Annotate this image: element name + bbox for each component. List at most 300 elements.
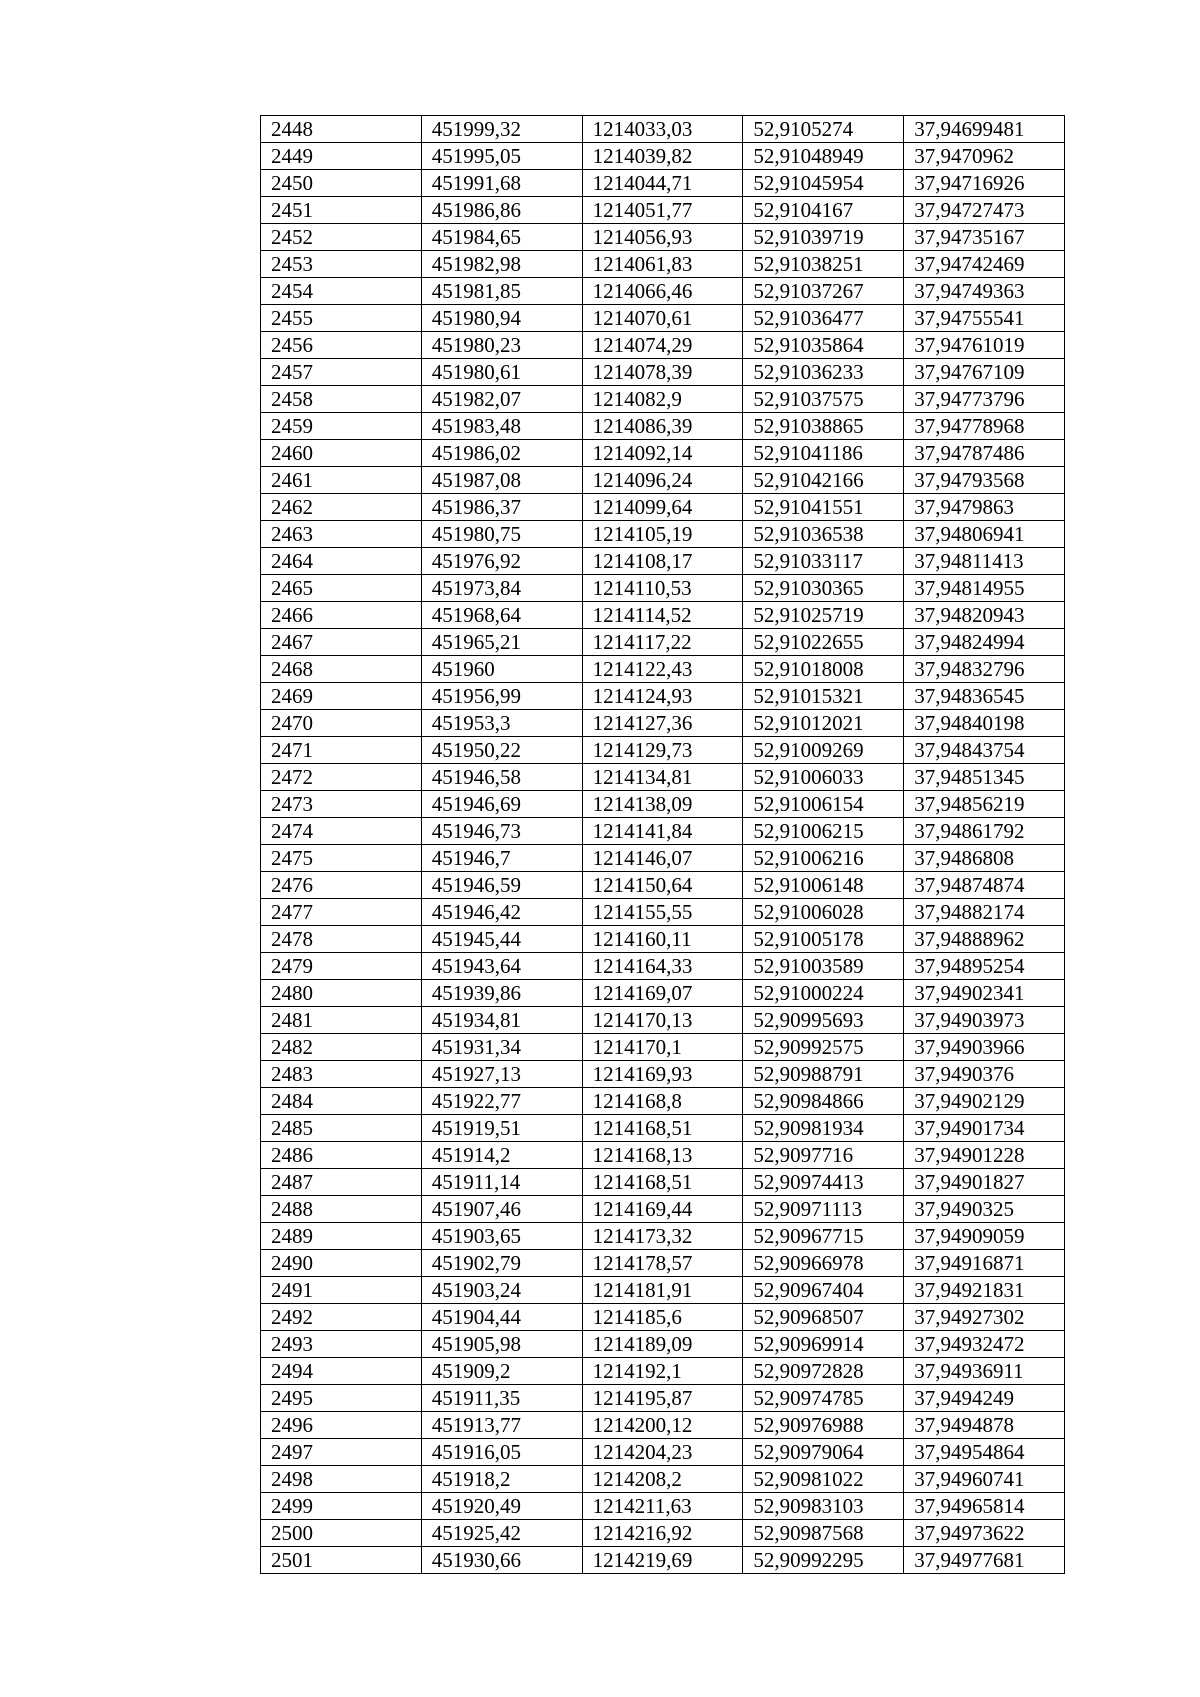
x-coordinate-cell: 451981,85	[421, 278, 582, 305]
x-coordinate-cell: 451903,24	[421, 1277, 582, 1304]
y-coordinate-cell: 1214127,36	[582, 710, 743, 737]
latitude-cell: 52,91037267	[743, 278, 904, 305]
table-row	[261, 764, 1065, 791]
table-row	[261, 737, 1065, 764]
point-number-cell: 2498	[261, 1466, 422, 1493]
point-number-cell: 2497	[261, 1439, 422, 1466]
y-coordinate-cell: 1214204,23	[582, 1439, 743, 1466]
x-coordinate-cell: 451911,35	[421, 1385, 582, 1412]
longitude-cell: 37,94836545	[904, 683, 1065, 710]
longitude-cell: 37,94851345	[904, 764, 1065, 791]
latitude-cell: 52,90969914	[743, 1331, 904, 1358]
longitude-cell: 37,94874874	[904, 872, 1065, 899]
y-coordinate-cell: 1214173,32	[582, 1223, 743, 1250]
longitude-cell: 37,9470962	[904, 143, 1065, 170]
latitude-cell: 52,90966978	[743, 1250, 904, 1277]
longitude-cell: 37,94927302	[904, 1304, 1065, 1331]
coordinates-table	[260, 115, 1065, 1574]
longitude-cell: 37,94921831	[904, 1277, 1065, 1304]
latitude-cell: 52,90987568	[743, 1520, 904, 1547]
x-coordinate-cell: 451950,22	[421, 737, 582, 764]
longitude-cell: 37,94888962	[904, 926, 1065, 953]
y-coordinate-cell: 1214061,83	[582, 251, 743, 278]
table-row	[261, 521, 1065, 548]
x-coordinate-cell: 451986,02	[421, 440, 582, 467]
point-number-cell: 2481	[261, 1007, 422, 1034]
x-coordinate-cell: 451922,77	[421, 1088, 582, 1115]
latitude-cell: 52,91036233	[743, 359, 904, 386]
table-row	[261, 278, 1065, 305]
point-number-cell: 2463	[261, 521, 422, 548]
longitude-cell: 37,94811413	[904, 548, 1065, 575]
x-coordinate-cell: 451999,32	[421, 116, 582, 143]
longitude-cell: 37,94973622	[904, 1520, 1065, 1547]
longitude-cell: 37,94977681	[904, 1547, 1065, 1574]
y-coordinate-cell: 1214138,09	[582, 791, 743, 818]
longitude-cell: 37,94861792	[904, 818, 1065, 845]
table-row	[261, 629, 1065, 656]
longitude-cell: 37,94903966	[904, 1034, 1065, 1061]
x-coordinate-cell: 451980,23	[421, 332, 582, 359]
point-number-cell: 2449	[261, 143, 422, 170]
x-coordinate-cell: 451986,86	[421, 197, 582, 224]
latitude-cell: 52,9105274	[743, 116, 904, 143]
table-row	[261, 926, 1065, 953]
latitude-cell: 52,90967715	[743, 1223, 904, 1250]
latitude-cell: 52,91018008	[743, 656, 904, 683]
latitude-cell: 52,90988791	[743, 1061, 904, 1088]
table-row	[261, 467, 1065, 494]
y-coordinate-cell: 1214168,51	[582, 1115, 743, 1142]
point-number-cell: 2499	[261, 1493, 422, 1520]
latitude-cell: 52,90981934	[743, 1115, 904, 1142]
table-row	[261, 845, 1065, 872]
latitude-cell: 52,91006215	[743, 818, 904, 845]
x-coordinate-cell: 451934,81	[421, 1007, 582, 1034]
point-number-cell: 2492	[261, 1304, 422, 1331]
latitude-cell: 52,91012021	[743, 710, 904, 737]
table-row	[261, 791, 1065, 818]
longitude-cell: 37,94936911	[904, 1358, 1065, 1385]
point-number-cell: 2484	[261, 1088, 422, 1115]
latitude-cell: 52,91006154	[743, 791, 904, 818]
y-coordinate-cell: 1214170,13	[582, 1007, 743, 1034]
longitude-cell: 37,94806941	[904, 521, 1065, 548]
x-coordinate-cell: 451903,65	[421, 1223, 582, 1250]
table-row	[261, 1034, 1065, 1061]
y-coordinate-cell: 1214211,63	[582, 1493, 743, 1520]
y-coordinate-cell: 1214146,07	[582, 845, 743, 872]
y-coordinate-cell: 1214070,61	[582, 305, 743, 332]
x-coordinate-cell: 451986,37	[421, 494, 582, 521]
longitude-cell: 37,94727473	[904, 197, 1065, 224]
latitude-cell: 52,91015321	[743, 683, 904, 710]
point-number-cell: 2456	[261, 332, 422, 359]
x-coordinate-cell: 451987,08	[421, 467, 582, 494]
y-coordinate-cell: 1214200,12	[582, 1412, 743, 1439]
table-row	[261, 494, 1065, 521]
y-coordinate-cell: 1214195,87	[582, 1385, 743, 1412]
table-row	[261, 980, 1065, 1007]
point-number-cell: 2464	[261, 548, 422, 575]
longitude-cell: 37,94960741	[904, 1466, 1065, 1493]
longitude-cell: 37,94856219	[904, 791, 1065, 818]
y-coordinate-cell: 1214155,55	[582, 899, 743, 926]
longitude-cell: 37,94755541	[904, 305, 1065, 332]
y-coordinate-cell: 1214192,1	[582, 1358, 743, 1385]
point-number-cell: 2459	[261, 413, 422, 440]
point-number-cell: 2462	[261, 494, 422, 521]
table-row	[261, 575, 1065, 602]
point-number-cell: 2473	[261, 791, 422, 818]
point-number-cell: 2455	[261, 305, 422, 332]
y-coordinate-cell: 1214134,81	[582, 764, 743, 791]
x-coordinate-cell: 451983,48	[421, 413, 582, 440]
table-row	[261, 143, 1065, 170]
x-coordinate-cell: 451930,66	[421, 1547, 582, 1574]
longitude-cell: 37,94735167	[904, 224, 1065, 251]
point-number-cell: 2500	[261, 1520, 422, 1547]
table-row	[261, 224, 1065, 251]
point-number-cell: 2461	[261, 467, 422, 494]
table-row	[261, 1547, 1065, 1574]
latitude-cell: 52,91033117	[743, 548, 904, 575]
y-coordinate-cell: 1214219,69	[582, 1547, 743, 1574]
table-row	[261, 1520, 1065, 1547]
latitude-cell: 52,91005178	[743, 926, 904, 953]
y-coordinate-cell: 1214164,33	[582, 953, 743, 980]
x-coordinate-cell: 451904,44	[421, 1304, 582, 1331]
coordinates-table-body	[261, 116, 1065, 1574]
latitude-cell: 52,91036477	[743, 305, 904, 332]
longitude-cell: 37,94932472	[904, 1331, 1065, 1358]
longitude-cell: 37,94749363	[904, 278, 1065, 305]
latitude-cell: 52,91025719	[743, 602, 904, 629]
longitude-cell: 37,9494878	[904, 1412, 1065, 1439]
x-coordinate-cell: 451980,94	[421, 305, 582, 332]
y-coordinate-cell: 1214169,07	[582, 980, 743, 1007]
longitude-cell: 37,94901827	[904, 1169, 1065, 1196]
table-row	[261, 1196, 1065, 1223]
y-coordinate-cell: 1214082,9	[582, 386, 743, 413]
table-row	[261, 440, 1065, 467]
y-coordinate-cell: 1214185,6	[582, 1304, 743, 1331]
y-coordinate-cell: 1214056,93	[582, 224, 743, 251]
y-coordinate-cell: 1214117,22	[582, 629, 743, 656]
table-row	[261, 305, 1065, 332]
longitude-cell: 37,94916871	[904, 1250, 1065, 1277]
y-coordinate-cell: 1214108,17	[582, 548, 743, 575]
y-coordinate-cell: 1214168,8	[582, 1088, 743, 1115]
longitude-cell: 37,94742469	[904, 251, 1065, 278]
y-coordinate-cell: 1214114,52	[582, 602, 743, 629]
x-coordinate-cell: 451976,92	[421, 548, 582, 575]
table-row	[261, 1142, 1065, 1169]
x-coordinate-cell: 451946,58	[421, 764, 582, 791]
latitude-cell: 52,90995693	[743, 1007, 904, 1034]
y-coordinate-cell: 1214066,46	[582, 278, 743, 305]
latitude-cell: 52,90981022	[743, 1466, 904, 1493]
longitude-cell: 37,94814955	[904, 575, 1065, 602]
point-number-cell: 2468	[261, 656, 422, 683]
table-row	[261, 1466, 1065, 1493]
table-row	[261, 1223, 1065, 1250]
x-coordinate-cell: 451980,61	[421, 359, 582, 386]
point-number-cell: 2457	[261, 359, 422, 386]
latitude-cell: 52,91009269	[743, 737, 904, 764]
latitude-cell: 52,90984866	[743, 1088, 904, 1115]
table-row	[261, 710, 1065, 737]
longitude-cell: 37,94824994	[904, 629, 1065, 656]
y-coordinate-cell: 1214074,29	[582, 332, 743, 359]
y-coordinate-cell: 1214208,2	[582, 1466, 743, 1493]
x-coordinate-cell: 451960	[421, 656, 582, 683]
x-coordinate-cell: 451911,14	[421, 1169, 582, 1196]
point-number-cell: 2501	[261, 1547, 422, 1574]
point-number-cell: 2482	[261, 1034, 422, 1061]
x-coordinate-cell: 451946,7	[421, 845, 582, 872]
table-row	[261, 1007, 1065, 1034]
y-coordinate-cell: 1214189,09	[582, 1331, 743, 1358]
table-row	[261, 332, 1065, 359]
x-coordinate-cell: 451931,34	[421, 1034, 582, 1061]
x-coordinate-cell: 451980,75	[421, 521, 582, 548]
x-coordinate-cell: 451984,65	[421, 224, 582, 251]
longitude-cell: 37,94902341	[904, 980, 1065, 1007]
latitude-cell: 52,91000224	[743, 980, 904, 1007]
table-row	[261, 602, 1065, 629]
longitude-cell: 37,9479863	[904, 494, 1065, 521]
point-number-cell: 2490	[261, 1250, 422, 1277]
y-coordinate-cell: 1214092,14	[582, 440, 743, 467]
latitude-cell: 52,90979064	[743, 1439, 904, 1466]
point-number-cell: 2451	[261, 197, 422, 224]
point-number-cell: 2466	[261, 602, 422, 629]
point-number-cell: 2467	[261, 629, 422, 656]
table-row	[261, 872, 1065, 899]
x-coordinate-cell: 451956,99	[421, 683, 582, 710]
table-row	[261, 197, 1065, 224]
longitude-cell: 37,9494249	[904, 1385, 1065, 1412]
y-coordinate-cell: 1214078,39	[582, 359, 743, 386]
table-row	[261, 1385, 1065, 1412]
point-number-cell: 2491	[261, 1277, 422, 1304]
x-coordinate-cell: 451982,07	[421, 386, 582, 413]
table-row	[261, 1277, 1065, 1304]
latitude-cell: 52,91038251	[743, 251, 904, 278]
x-coordinate-cell: 451946,73	[421, 818, 582, 845]
x-coordinate-cell: 451982,98	[421, 251, 582, 278]
x-coordinate-cell: 451946,59	[421, 872, 582, 899]
x-coordinate-cell: 451913,77	[421, 1412, 582, 1439]
longitude-cell: 37,9490376	[904, 1061, 1065, 1088]
latitude-cell: 52,91006033	[743, 764, 904, 791]
table-row	[261, 1250, 1065, 1277]
table-row	[261, 1088, 1065, 1115]
point-number-cell: 2493	[261, 1331, 422, 1358]
x-coordinate-cell: 451973,84	[421, 575, 582, 602]
latitude-cell: 52,91041551	[743, 494, 904, 521]
longitude-cell: 37,94778968	[904, 413, 1065, 440]
longitude-cell: 37,94840198	[904, 710, 1065, 737]
x-coordinate-cell: 451914,2	[421, 1142, 582, 1169]
latitude-cell: 52,9097716	[743, 1142, 904, 1169]
table-row	[261, 1412, 1065, 1439]
longitude-cell: 37,94761019	[904, 332, 1065, 359]
latitude-cell: 52,91006216	[743, 845, 904, 872]
longitude-cell: 37,94832796	[904, 656, 1065, 683]
point-number-cell: 2470	[261, 710, 422, 737]
y-coordinate-cell: 1214129,73	[582, 737, 743, 764]
y-coordinate-cell: 1214150,64	[582, 872, 743, 899]
point-number-cell: 2475	[261, 845, 422, 872]
latitude-cell: 52,90974785	[743, 1385, 904, 1412]
latitude-cell: 52,91003589	[743, 953, 904, 980]
x-coordinate-cell: 451918,2	[421, 1466, 582, 1493]
y-coordinate-cell: 1214039,82	[582, 143, 743, 170]
y-coordinate-cell: 1214086,39	[582, 413, 743, 440]
table-row	[261, 1493, 1065, 1520]
point-number-cell: 2454	[261, 278, 422, 305]
point-number-cell: 2483	[261, 1061, 422, 1088]
point-number-cell: 2469	[261, 683, 422, 710]
longitude-cell: 37,94843754	[904, 737, 1065, 764]
longitude-cell: 37,94716926	[904, 170, 1065, 197]
longitude-cell: 37,94903973	[904, 1007, 1065, 1034]
x-coordinate-cell: 451920,49	[421, 1493, 582, 1520]
point-number-cell: 2471	[261, 737, 422, 764]
latitude-cell: 52,91048949	[743, 143, 904, 170]
point-number-cell: 2460	[261, 440, 422, 467]
latitude-cell: 52,91045954	[743, 170, 904, 197]
table-row	[261, 1358, 1065, 1385]
point-number-cell: 2480	[261, 980, 422, 1007]
table-row	[261, 170, 1065, 197]
point-number-cell: 2453	[261, 251, 422, 278]
point-number-cell: 2450	[261, 170, 422, 197]
table-row	[261, 899, 1065, 926]
longitude-cell: 37,94901228	[904, 1142, 1065, 1169]
y-coordinate-cell: 1214168,51	[582, 1169, 743, 1196]
table-row	[261, 1331, 1065, 1358]
latitude-cell: 52,91041186	[743, 440, 904, 467]
y-coordinate-cell: 1214044,71	[582, 170, 743, 197]
longitude-cell: 37,94773796	[904, 386, 1065, 413]
longitude-cell: 37,94965814	[904, 1493, 1065, 1520]
x-coordinate-cell: 451902,79	[421, 1250, 582, 1277]
point-number-cell: 2478	[261, 926, 422, 953]
x-coordinate-cell: 451945,44	[421, 926, 582, 953]
latitude-cell: 52,91006148	[743, 872, 904, 899]
longitude-cell: 37,94909059	[904, 1223, 1065, 1250]
latitude-cell: 52,9104167	[743, 197, 904, 224]
point-number-cell: 2494	[261, 1358, 422, 1385]
y-coordinate-cell: 1214169,44	[582, 1196, 743, 1223]
longitude-cell: 37,9490325	[904, 1196, 1065, 1223]
latitude-cell: 52,91035864	[743, 332, 904, 359]
x-coordinate-cell: 451919,51	[421, 1115, 582, 1142]
x-coordinate-cell: 451943,64	[421, 953, 582, 980]
point-number-cell: 2448	[261, 116, 422, 143]
longitude-cell: 37,94901734	[904, 1115, 1065, 1142]
x-coordinate-cell: 451968,64	[421, 602, 582, 629]
table-row	[261, 1304, 1065, 1331]
y-coordinate-cell: 1214122,43	[582, 656, 743, 683]
point-number-cell: 2458	[261, 386, 422, 413]
x-coordinate-cell: 451946,69	[421, 791, 582, 818]
table-row	[261, 1439, 1065, 1466]
longitude-cell: 37,94699481	[904, 116, 1065, 143]
x-coordinate-cell: 451953,3	[421, 710, 582, 737]
point-number-cell: 2485	[261, 1115, 422, 1142]
point-number-cell: 2477	[261, 899, 422, 926]
latitude-cell: 52,90971113	[743, 1196, 904, 1223]
latitude-cell: 52,91037575	[743, 386, 904, 413]
longitude-cell: 37,94954864	[904, 1439, 1065, 1466]
point-number-cell: 2495	[261, 1385, 422, 1412]
y-coordinate-cell: 1214141,84	[582, 818, 743, 845]
y-coordinate-cell: 1214160,11	[582, 926, 743, 953]
latitude-cell: 52,90992575	[743, 1034, 904, 1061]
longitude-cell: 37,94882174	[904, 899, 1065, 926]
table-row	[261, 548, 1065, 575]
point-number-cell: 2465	[261, 575, 422, 602]
table-row	[261, 953, 1065, 980]
longitude-cell: 37,94767109	[904, 359, 1065, 386]
y-coordinate-cell: 1214099,64	[582, 494, 743, 521]
table-row	[261, 116, 1065, 143]
longitude-cell: 37,94787486	[904, 440, 1065, 467]
y-coordinate-cell: 1214096,24	[582, 467, 743, 494]
x-coordinate-cell: 451909,2	[421, 1358, 582, 1385]
x-coordinate-cell: 451916,05	[421, 1439, 582, 1466]
x-coordinate-cell: 451991,68	[421, 170, 582, 197]
y-coordinate-cell: 1214170,1	[582, 1034, 743, 1061]
latitude-cell: 52,91038865	[743, 413, 904, 440]
point-number-cell: 2474	[261, 818, 422, 845]
latitude-cell: 52,90972828	[743, 1358, 904, 1385]
latitude-cell: 52,91006028	[743, 899, 904, 926]
y-coordinate-cell: 1214169,93	[582, 1061, 743, 1088]
point-number-cell: 2489	[261, 1223, 422, 1250]
point-number-cell: 2486	[261, 1142, 422, 1169]
point-number-cell: 2487	[261, 1169, 422, 1196]
y-coordinate-cell: 1214124,93	[582, 683, 743, 710]
latitude-cell: 52,90974413	[743, 1169, 904, 1196]
longitude-cell: 37,94793568	[904, 467, 1065, 494]
y-coordinate-cell: 1214178,57	[582, 1250, 743, 1277]
point-number-cell: 2496	[261, 1412, 422, 1439]
point-number-cell: 2452	[261, 224, 422, 251]
latitude-cell: 52,90992295	[743, 1547, 904, 1574]
latitude-cell: 52,90983103	[743, 1493, 904, 1520]
longitude-cell: 37,94902129	[904, 1088, 1065, 1115]
table-row	[261, 818, 1065, 845]
x-coordinate-cell: 451905,98	[421, 1331, 582, 1358]
longitude-cell: 37,9486808	[904, 845, 1065, 872]
latitude-cell: 52,91039719	[743, 224, 904, 251]
point-number-cell: 2476	[261, 872, 422, 899]
y-coordinate-cell: 1214168,13	[582, 1142, 743, 1169]
y-coordinate-cell: 1214051,77	[582, 197, 743, 224]
y-coordinate-cell: 1214216,92	[582, 1520, 743, 1547]
latitude-cell: 52,90967404	[743, 1277, 904, 1304]
latitude-cell: 52,90968507	[743, 1304, 904, 1331]
x-coordinate-cell: 451995,05	[421, 143, 582, 170]
point-number-cell: 2488	[261, 1196, 422, 1223]
table-row	[261, 413, 1065, 440]
latitude-cell: 52,91036538	[743, 521, 904, 548]
